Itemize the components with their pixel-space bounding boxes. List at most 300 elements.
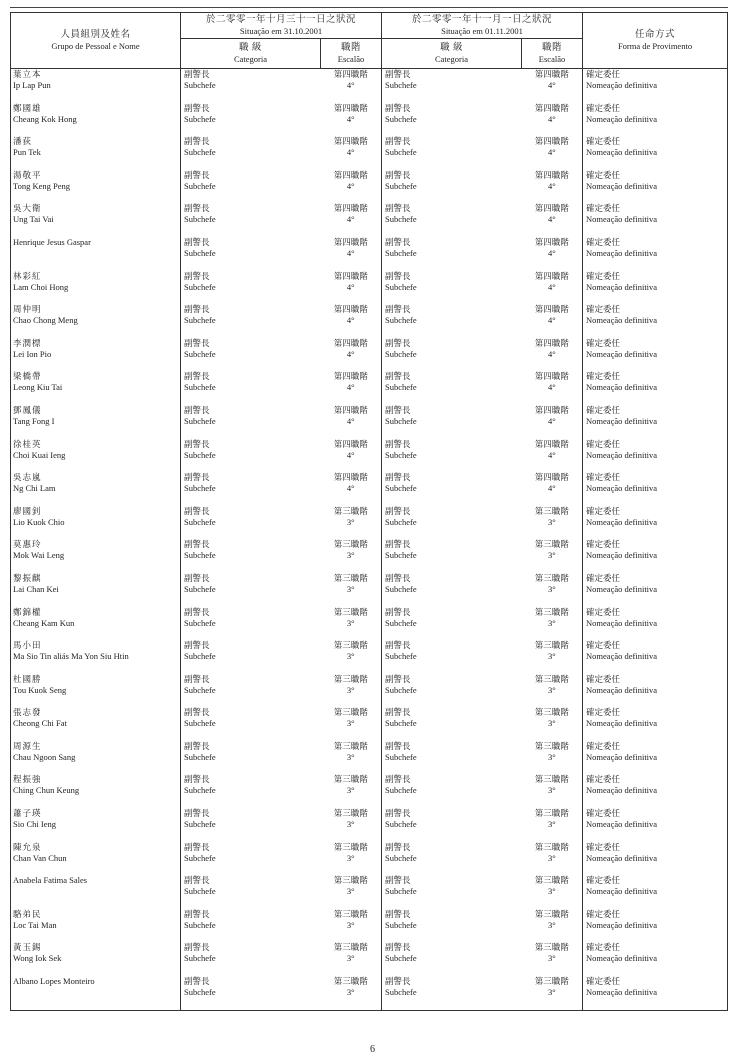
category-after-cell [382,338,522,372]
category-before-pt: Subchefe [184,113,216,124]
category-after-zh: 副警長 [385,942,411,953]
escalao-after-pt: 3° [547,819,556,830]
escalao-before-pt: 4° [346,180,355,191]
escalao-after-cell [522,640,583,674]
escalao-after-zh: 第三職階 [534,740,569,751]
forma-pt: Nomeação definitiva [586,147,658,158]
name-cell [11,506,181,540]
forma-cell [583,271,728,305]
forma-pt: Nomeação definitiva [586,315,658,326]
table-row [11,875,728,909]
forma-zh: 確定委任 [586,203,621,214]
category-before-zh: 副警長 [184,270,210,281]
forma-zh: 確定委任 [586,472,621,483]
escalao-before-zh: 第四職階 [333,270,368,281]
category-after-pt: Subchefe [385,281,417,292]
escalao-after-cell [522,909,583,943]
category-before-zh: 副警長 [184,304,210,315]
escalao-before-pt: 4° [346,348,355,359]
category-after-pt: Subchefe [385,583,417,594]
escalao-before-pt: 4° [346,214,355,225]
category-before-cell [181,774,321,808]
name-zh: 莫惠玲 [13,539,42,550]
name-cell [11,69,181,103]
forma-zh: 確定委任 [586,236,621,247]
escalao-after-pt: 3° [547,785,556,796]
escalao-before-pt: 4° [346,80,355,90]
escalao-after-zh: 第三職階 [534,841,569,852]
escalao-after-cell [522,506,583,540]
category-before-cell [181,842,321,876]
table-row [11,976,728,1010]
forma-zh: 確定委任 [586,404,621,415]
escalao-after-cell [522,371,583,405]
forma-pt: Nomeação definitiva [586,449,658,460]
escalao-after-zh: 第四職階 [534,270,569,281]
forma-cell [583,808,728,842]
category-after-cell [382,103,522,137]
category-before-zh: 副警長 [184,942,210,953]
category-after-zh: 副警長 [385,236,411,247]
name-zh: 徐桂英 [13,438,42,449]
escalao-after-zh: 第三職階 [534,908,569,919]
table-row [11,808,728,842]
name-zh: 鄭錦權 [13,606,42,617]
category-before-zh: 副警長 [184,169,210,180]
escalao-after-pt: 3° [547,919,556,930]
escalao-after-zh: 第四職階 [534,69,569,79]
escalao-after-zh: 第四職階 [534,337,569,348]
category-after-pt: Subchefe [385,785,417,796]
forma-cell [583,842,728,876]
name-cell [11,472,181,506]
escalao-before-cell [321,976,382,1010]
header-period2 [382,13,583,39]
escalao-before-zh: 第三職階 [333,673,368,684]
name-cell [11,808,181,842]
name-pt: Ching Chun Keung [13,785,80,796]
category-after-zh: 副警長 [385,102,411,113]
forma-pt: Nomeação definitiva [586,382,658,393]
name-cell [11,338,181,372]
forma-zh: 確定委任 [586,572,621,583]
category-after-pt: Subchefe [385,987,417,998]
category-after-pt: Subchefe [385,180,417,191]
escalao-before-zh: 第三職階 [333,841,368,852]
header-esc1-zh: 職階 [341,43,362,53]
category-before-cell [181,371,321,405]
category-before-cell [181,69,321,103]
escalao-after-zh: 第四職階 [534,169,569,180]
category-before-pt: Subchefe [184,583,216,594]
escalao-after-cell [522,304,583,338]
forma-cell [583,875,728,909]
escalao-after-cell [522,338,583,372]
category-before-pt: Subchefe [184,785,216,796]
escalao-after-pt: 4° [547,113,556,124]
table-row [11,607,728,641]
header-period2-pt: Situação em 01.11.2001 [441,26,523,36]
category-before-cell [181,472,321,506]
category-before-pt: Subchefe [184,886,216,897]
forma-cell [583,405,728,439]
escalao-before-zh: 第三職階 [333,572,368,583]
category-after-pt: Subchefe [385,315,417,326]
category-after-pt: Subchefe [385,684,417,695]
escalao-before-pt: 3° [346,718,355,729]
forma-pt: Nomeação definitiva [586,651,658,662]
table-row [11,69,728,103]
category-before-cell [181,506,321,540]
forma-zh: 確定委任 [586,371,621,382]
escalao-after-cell [522,103,583,137]
forma-cell [583,136,728,170]
escalao-after-pt: 3° [547,651,556,662]
category-before-pt: Subchefe [184,516,216,527]
name-pt: Chau Ngoon Sang [13,751,76,762]
escalao-before-cell [321,304,382,338]
escalao-before-zh: 第三職階 [333,740,368,751]
forma-pt: Nomeação definitiva [586,617,658,628]
category-before-pt: Subchefe [184,718,216,729]
name-pt: Lei Ion Pio [13,348,52,359]
category-after-pt: Subchefe [385,953,417,964]
escalao-before-zh: 第四職階 [333,203,368,214]
escalao-after-zh: 第三職階 [534,774,569,785]
category-before-cell [181,271,321,305]
name-cell [11,942,181,976]
header-name-zh: 人員組別及姓名 [60,30,131,40]
table-row [11,674,728,708]
escalao-before-pt: 4° [346,449,355,460]
category-after-cell [382,539,522,573]
forma-pt: Nomeação definitiva [586,348,658,359]
escalao-after-pt: 4° [547,483,556,494]
header-period1-zh: 於二零零一年十月三十一日之狀況 [206,15,357,25]
category-after-cell [382,674,522,708]
category-before-pt: Subchefe [184,919,216,930]
category-before-cell [181,103,321,137]
escalao-after-zh: 第四職階 [534,203,569,214]
escalao-before-cell [321,439,382,473]
forma-zh: 確定委任 [586,908,621,919]
forma-cell [583,371,728,405]
escalao-after-pt: 3° [547,886,556,897]
escalao-before-cell [321,909,382,943]
header-esc1 [321,39,382,69]
table-row [11,304,728,338]
name-cell [11,371,181,405]
header-forma [583,13,728,69]
name-pt: Lio Kuok Chio [13,516,65,527]
escalao-before-cell [321,237,382,271]
category-after-cell [382,976,522,1010]
forma-cell [583,69,728,103]
category-after-zh: 副警長 [385,371,411,382]
forma-pt: Nomeação definitiva [586,819,658,830]
forma-zh: 確定委任 [586,270,621,281]
escalao-after-zh: 第三職階 [534,875,569,886]
category-before-zh: 副警長 [184,908,210,919]
category-after-cell [382,808,522,842]
forma-pt: Nomeação definitiva [586,281,658,292]
escalao-after-pt: 4° [547,449,556,460]
category-after-pt: Subchefe [385,214,417,225]
escalao-after-zh: 第四職階 [534,304,569,315]
escalao-before-pt: 3° [346,852,355,863]
escalao-before-cell [321,573,382,607]
category-before-cell [181,875,321,909]
category-before-pt: Subchefe [184,483,216,494]
category-before-zh: 副警長 [184,136,210,147]
category-after-cell [382,170,522,204]
escalao-before-cell [321,774,382,808]
forma-zh: 確定委任 [586,438,621,449]
escalao-before-pt: 3° [346,751,355,762]
escalao-after-zh: 第四職階 [534,236,569,247]
name-pt: Ung Tai Vai [13,214,54,225]
forma-pt: Nomeação definitiva [586,718,658,729]
name-pt: Albano Lopes Monteiro [13,976,95,987]
category-before-cell [181,909,321,943]
name-pt: Sio Chi Ieng [13,819,56,830]
escalao-after-cell [522,69,583,103]
name-pt: Ip Lap Pun [13,80,51,90]
category-after-pt: Subchefe [385,247,417,258]
category-after-cell [382,909,522,943]
escalao-before-pt: 3° [346,651,355,662]
category-after-pt: Subchefe [385,348,417,359]
category-before-pt: Subchefe [184,953,216,964]
forma-zh: 確定委任 [586,169,621,180]
forma-zh: 確定委任 [586,640,621,651]
forma-pt: Nomeação definitiva [586,180,658,191]
category-before-pt: Subchefe [184,550,216,561]
name-pt: Loc Tai Man [13,919,57,930]
category-before-zh: 副警長 [184,203,210,214]
name-zh: 李潤標 [13,337,42,348]
header-cat1 [181,39,321,69]
forma-pt: Nomeação definitiva [586,684,658,695]
escalao-after-zh: 第四職階 [534,371,569,382]
category-before-zh: 副警長 [184,640,210,651]
category-after-pt: Subchefe [385,382,417,393]
header-name [11,13,181,69]
category-before-pt: Subchefe [184,651,216,662]
category-after-cell [382,472,522,506]
name-cell [11,774,181,808]
category-after-pt: Subchefe [385,113,417,124]
forma-zh: 確定委任 [586,707,621,718]
escalao-before-zh: 第三職階 [333,808,368,819]
table-row [11,170,728,204]
category-before-zh: 副警長 [184,808,210,819]
table-row [11,237,728,271]
name-zh: 葉立本 [13,69,42,79]
name-zh: 馬小田 [13,640,42,651]
name-pt: Henrique Jesus Gaspar [13,236,91,247]
name-pt: Ma Sio Tin aliás Ma Yon Siu Htin [13,651,129,662]
category-before-cell [181,405,321,439]
name-zh: 陳允泉 [13,841,42,852]
name-pt: Pun Tek [13,147,41,158]
escalao-before-pt: 3° [346,785,355,796]
category-before-cell [181,304,321,338]
name-zh: 潘荻 [13,136,33,147]
table-row [11,741,728,775]
escalao-before-pt: 3° [346,684,355,695]
escalao-before-cell [321,472,382,506]
category-before-zh: 副警長 [184,472,210,483]
forma-cell [583,539,728,573]
category-after-cell [382,942,522,976]
escalao-after-zh: 第三職階 [534,606,569,617]
category-before-zh: 副警長 [184,572,210,583]
forma-zh: 確定委任 [586,774,621,785]
category-before-cell [181,674,321,708]
table-row [11,909,728,943]
escalao-before-cell [321,707,382,741]
category-after-pt: Subchefe [385,550,417,561]
name-zh: 吳志嵐 [13,472,42,483]
escalao-after-pt: 3° [547,987,556,998]
category-before-zh: 副警長 [184,976,210,987]
category-after-zh: 副警長 [385,774,411,785]
escalao-before-cell [321,405,382,439]
category-before-pt: Subchefe [184,751,216,762]
category-before-zh: 副警長 [184,69,210,79]
escalao-before-zh: 第三職階 [333,875,368,886]
category-before-pt: Subchefe [184,281,216,292]
category-before-zh: 副警長 [184,505,210,516]
table-row [11,338,728,372]
category-after-zh: 副警長 [385,606,411,617]
table-row [11,371,728,405]
escalao-after-cell [522,842,583,876]
category-before-cell [181,976,321,1010]
table-row [11,774,728,808]
escalao-after-cell [522,707,583,741]
name-cell [11,909,181,943]
name-pt: Chan Van Chun [13,852,67,863]
category-before-cell [181,237,321,271]
category-before-zh: 副警長 [184,102,210,113]
category-after-zh: 副警長 [385,707,411,718]
table-row [11,539,728,573]
category-after-pt: Subchefe [385,718,417,729]
category-after-cell [382,842,522,876]
category-before-zh: 副警長 [184,606,210,617]
escalao-before-zh: 第三職階 [333,942,368,953]
escalao-before-zh: 第四職階 [333,472,368,483]
escalao-before-zh: 第四職階 [333,169,368,180]
category-after-cell [382,707,522,741]
page-mark: 6 [370,1044,375,1055]
escalao-before-zh: 第四職階 [333,337,368,348]
category-after-zh: 副警長 [385,640,411,651]
escalao-after-zh: 第三職階 [534,539,569,550]
escalao-after-zh: 第三職階 [534,942,569,953]
table-row [11,573,728,607]
escalao-after-zh: 第四職階 [534,136,569,147]
forma-pt: Nomeação definitiva [586,80,658,90]
escalao-after-pt: 3° [547,550,556,561]
category-before-cell [181,607,321,641]
category-before-pt: Subchefe [184,180,216,191]
escalao-after-pt: 4° [547,315,556,326]
category-before-zh: 副警長 [184,337,210,348]
table-row [11,439,728,473]
escalao-before-cell [321,371,382,405]
escalao-after-zh: 第三職階 [534,505,569,516]
header-cat1-pt: Categoria [233,54,268,64]
escalao-after-zh: 第四職階 [534,102,569,113]
forma-pt: Nomeação definitiva [586,214,658,225]
forma-zh: 確定委任 [586,606,621,617]
header-cat2-pt: Categoria [434,54,469,64]
escalao-before-pt: 3° [346,886,355,897]
category-after-cell [382,439,522,473]
name-pt: Leong Kiu Tai [13,382,63,393]
name-pt: Wong Iok Sek [13,953,62,964]
staff-table [10,12,728,1011]
escalao-before-pt: 4° [346,247,355,258]
table-row [11,640,728,674]
header-cat2 [382,39,522,69]
escalao-before-zh: 第三職階 [333,908,368,919]
escalao-before-zh: 第三職階 [333,640,368,651]
category-after-pt: Subchefe [385,886,417,897]
escalao-after-zh: 第四職階 [534,472,569,483]
name-zh: 張志發 [13,707,42,718]
name-pt: Tong Keng Peng [13,180,71,191]
category-before-pt: Subchefe [184,147,216,158]
table-row [11,506,728,540]
forma-cell [583,237,728,271]
forma-cell [583,103,728,137]
category-after-zh: 副警長 [385,572,411,583]
category-after-cell [382,405,522,439]
name-cell [11,304,181,338]
category-before-cell [181,640,321,674]
escalao-after-pt: 4° [547,415,556,426]
name-cell [11,674,181,708]
forma-cell [583,942,728,976]
category-after-zh: 副警長 [385,337,411,348]
forma-pt: Nomeação definitiva [586,987,658,998]
category-before-zh: 副警長 [184,539,210,550]
forma-cell [583,976,728,1010]
header-esc2-pt: Escalão [538,54,566,64]
category-after-pt: Subchefe [385,147,417,158]
category-after-zh: 副警長 [385,136,411,147]
escalao-after-pt: 4° [547,281,556,292]
category-before-cell [181,808,321,842]
category-after-zh: 副警長 [385,304,411,315]
category-after-cell [382,304,522,338]
header-forma-zh: 任命方式 [635,30,676,40]
escalao-before-cell [321,741,382,775]
escalao-after-cell [522,439,583,473]
category-after-zh: 副警長 [385,808,411,819]
escalao-after-cell [522,170,583,204]
category-before-cell [181,741,321,775]
name-pt: Cheong Chi Fat [13,718,67,729]
escalao-before-pt: 3° [346,987,355,998]
name-cell [11,640,181,674]
name-pt: Tou Kuok Seng [13,684,67,695]
name-cell [11,607,181,641]
